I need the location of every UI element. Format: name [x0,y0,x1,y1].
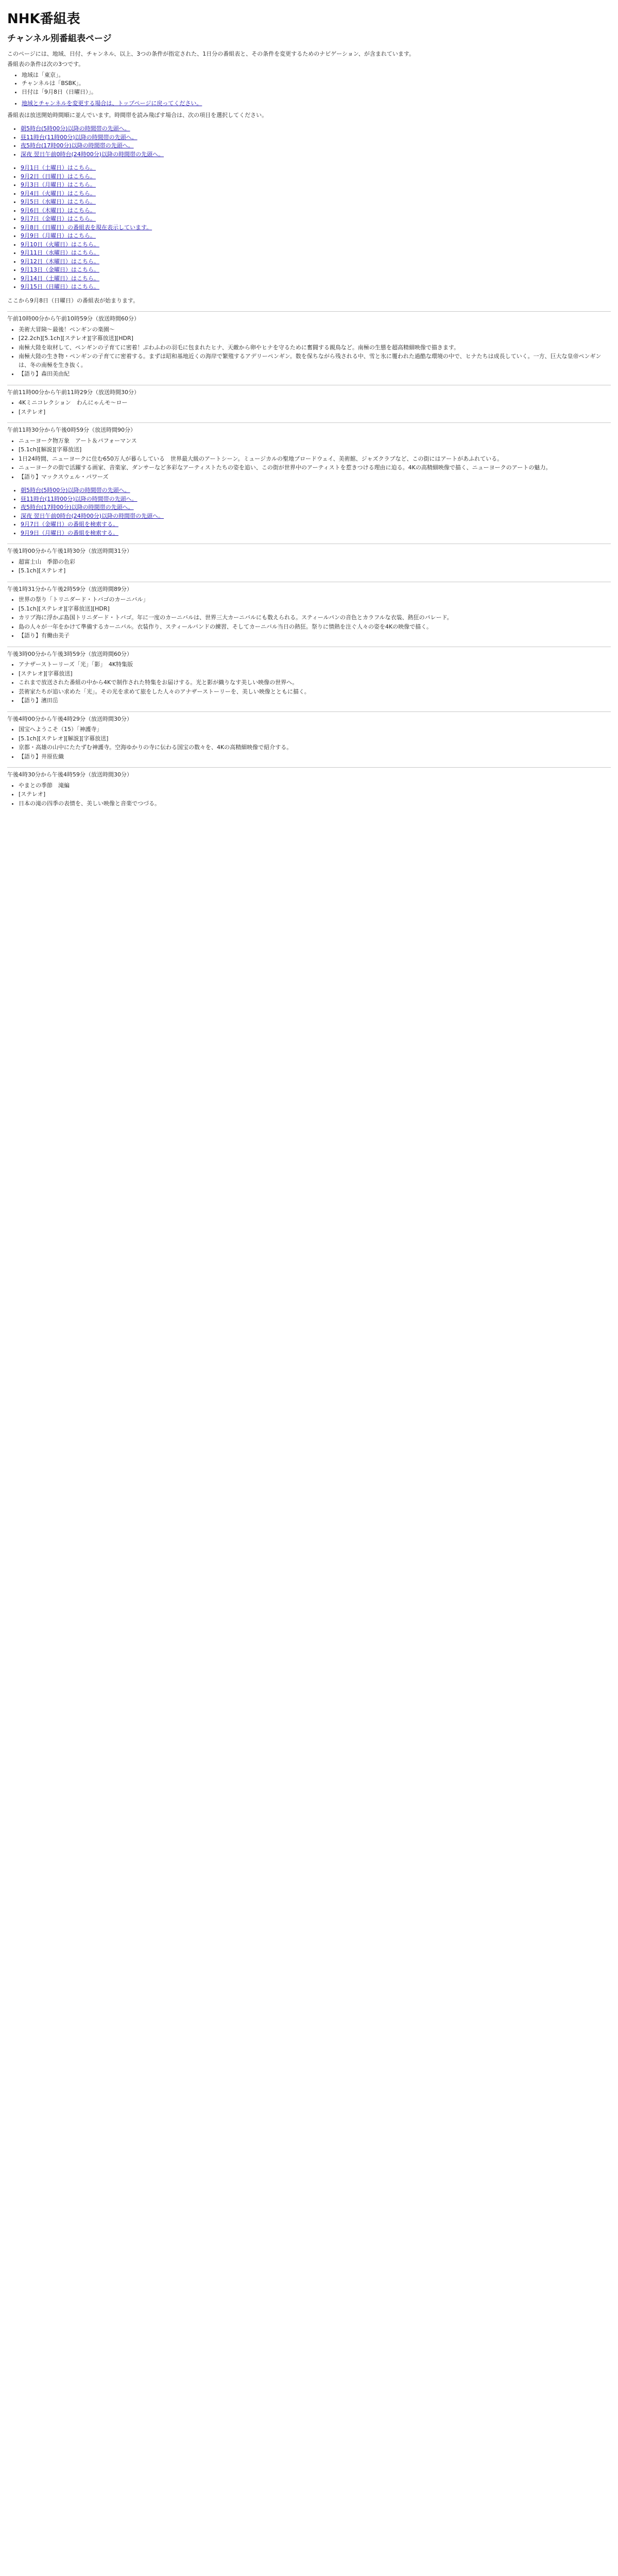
time-nav-item [21,520,611,529]
time-nav-item [21,512,611,521]
day-nav-item [21,283,611,292]
time-nav-morning-link[interactable]: 朝5時台(5時00分)以降の時間帯の先頭へ。 [21,487,130,494]
program-summary: • 1日24時間、ニューヨークに住む650万人が暮らしている 世界最大級のアートシーン。ミュージカルの聖地ブロードウェイ、美術館、ジャズクラブなど、この街にはアートがあふれている。 [19,455,611,464]
day-nav-item [21,266,611,275]
program-details [7,660,611,705]
day-nav-item [21,164,611,173]
program-summary: • 南極大陸を取材して、ペンギンの子育てに密着！ぷわふわの羽毛に包まれたヒナ、天敵から卵やヒナを守るために奮闘する親鳥など。南極の生態を超高精細映像で描きます。 [19,344,611,352]
time-nav-item [21,150,611,159]
time-nav-noon-link[interactable]: 昼11時台(11時00分)以降の時間帯の先頭へ。 [21,133,138,141]
program-tags: • [ステレオ] [19,408,611,417]
day-link-0912[interactable]: 9月12日（木曜日）はこちら。 [21,258,99,265]
day-link-0911[interactable]: 9月11日（水曜日）はこちら。 [21,249,99,256]
program-title: • ニューヨーク物万象 アート＆パフォーマンス [19,437,611,446]
program-title: • 世界の祭り「トリニダード・トバゴのカーニバル」 [19,596,611,604]
day-link-0903[interactable]: 9月3日（月曜日）はこちら。 [21,181,96,188]
program-title: • 国宝へようこそ（15）「神護寺」 [19,725,611,734]
program-details [7,437,611,482]
day-nav-item [21,190,611,198]
day-link-0915[interactable]: 9月15日（日曜日）はこちら。 [21,283,99,290]
time-nav-item [21,125,611,133]
day-nav-item [21,224,611,232]
program-tags: • [5.1ch][ステレオ][解説][字幕放送] [19,735,611,743]
day-link-0905[interactable]: 9月5日（水曜日）はこちら。 [21,198,96,205]
program-description: • ニューヨークの街で活躍する画家、音楽家、ダンサーなど多彩なアーティストたちの姿を追い、この街が世界中のアーティストを惹きつける理由に迫る。4Kの高精細映像で描く、ニューヨークのアートの魅力。 [19,464,611,472]
program-time: 午前11時30分から午後0時59分（放送時間90分） [7,427,136,433]
divider [7,311,611,312]
program-title: • やまとの季節 滝編 [19,782,611,790]
program-time: 午後1時00分から午後1時30分（放送時間31分） [7,548,132,554]
program-summary: • 日本の滝の四季の表情を、美しい映像と音楽でつづる。 [19,800,611,808]
time-nav-item [21,142,611,150]
change-channel-list [7,99,611,108]
top-page-link[interactable]: 地域とチャンネルを変更する場合は、トップページに戻ってください。 [22,100,202,107]
program-title: • アナザーストーリーズ「光」「影」 4K特集版 [19,660,611,669]
program-description: • 南極大陸の生き物・ペンギンの子育てに密着する。まずは昭和基地近くの海岸で繁殖するアデリーペンギン。数を保ちながら残される中、雪と氷に覆われた過酷な環境の中で、ヒナたちは成長していく。一方、巨大な皇帝ペンギンは、冬の南極を生き抜く。 [19,352,611,369]
day-nav-item [21,173,611,181]
day-nav-item [21,215,611,224]
program-time: 午後1時31分から午後2時59分（放送時間89分） [7,585,132,592]
day-nav-item [21,241,611,249]
condition-region: • 地域は「東京」。 [22,71,611,80]
program-time: 午後4時00分から午後4時29分（放送時間30分） [7,715,132,722]
time-nav-midnight-link[interactable]: 深夜 翌日午前0時台(24時00分)以降の時間帯の先頭へ。 [21,150,164,158]
program-tags: • [ステレオ] [19,790,611,799]
divider [7,711,611,712]
time-nav-midnight-link[interactable]: 深夜 翌日午前0時台(24時00分)以降の時間帯の先頭へ。 [21,512,164,519]
time-nav-item [21,495,611,504]
day-nav-item [21,275,611,283]
program-details [7,399,611,416]
day-nav-item [21,181,611,190]
program-credits: • 【語り】森田美由紀 [19,370,611,379]
program-tags: • [22.2ch][5.1ch][ステレオ][字幕放送][HDR] [19,334,611,343]
day-nav-item [21,232,611,241]
time-nav-note: 番組表は放送開始時間順に並んでいます。時間帯を読み飛ばす場合は、次の項目を選択してください。 [7,111,268,118]
day-link-0901[interactable]: 9月1日（土曜日）はこちら。 [21,164,96,171]
change-channel-item [22,99,611,108]
page-subtitle: チャンネル別番組表ページ [7,33,112,44]
time-nav-noon-link[interactable]: 昼11時台(11時00分)以降の時間帯の先頭へ。 [21,495,138,502]
program-summary: • これまで放送された番組の中から4Kで制作された特集をお届けする。光と影が織りなす美しい映像の世界へ。 [19,679,611,687]
day-link-0909[interactable]: 9月9日（月曜日）はこちら。 [21,232,96,239]
program-tags: • [5.1ch][ステレオ] [19,567,611,575]
conditions-list [7,71,611,97]
time-nav-item [21,486,611,495]
time-nav-morning-link[interactable]: 朝5時台(5時00分)以降の時間帯の先頭へ。 [21,125,130,132]
site-title: NHK番組表 [7,11,80,27]
program-time: 午後4時30分から午後4時59分（放送時間30分） [7,771,132,778]
day-nav [7,164,611,292]
program-credits: • 【語り】井原佐織 [19,753,611,761]
time-nav-item [21,503,611,512]
prev-day-search-link[interactable]: 9月7日（金曜日）の番組を検索する。 [21,521,118,528]
day-nav-item [21,198,611,207]
program-credits: • 【語り】マックスウェル・パワーズ [19,473,611,482]
program-tags: • [ステレオ][字幕放送] [19,670,611,679]
day-link-0907[interactable]: 9月7日（金曜日）はこちら。 [21,215,96,222]
day-link-0902[interactable]: 9月2日（日曜日）はこちら。 [21,173,96,180]
day-link-0913[interactable]: 9月13日（金曜日）はこちら。 [21,266,99,273]
day-nav-item [21,207,611,215]
program-details [7,782,611,808]
program-title: • 4Kミニコレクション わんにゃんモ〜ロー [19,399,611,408]
program-description: • 島の人々が一年をかけて準備するカーニバル。衣装作り、スティールバンドの練習、そしてカーニバル当日の熱狂。祭りに情熱を注ぐ人々の姿を4Kの映像で描く。 [19,623,611,632]
program-description: • 芸術家たちが追い求めた「光」。その光を求めて旅をした人々のアナザーストーリーを、美しい映像とともに描く。 [19,688,611,697]
next-day-search-link[interactable]: 9月9日（月曜日）の番組を検索する。 [21,529,118,536]
program-details [7,725,611,761]
time-nav [7,125,611,159]
program-details [7,326,611,379]
program-credits: • 【語り】濱田岳 [19,697,611,705]
time-nav-item [21,529,611,538]
time-nav-evening-link[interactable]: 夜5時台(17時00分)以降の時間帯の先頭へ。 [21,504,134,511]
program-credits: • 【語り】有働由美子 [19,632,611,640]
divider [7,422,611,423]
day-link-0906[interactable]: 9月6日（木曜日）はこちら。 [21,207,96,214]
program-summary: • 京都・高雄の山中にたたずむ神護寺。空海ゆかりの寺に伝わる国宝の数々を、4Kの高精細映像で紹介する。 [19,743,611,752]
program-time: 午後3時00分から午後3時59分（放送時間60分） [7,650,132,657]
condition-date: • 日付は「9月8日（日曜日）」。 [22,88,611,97]
program-title: • 超富士山 季節の色彩 [19,558,611,567]
program-time: 午前11時00分から午前11時29分（放送時間30分） [7,388,140,396]
program-details [7,596,611,640]
program-time: 午前10時00分から午前10時59分（放送時間60分） [7,315,140,322]
day-link-0910[interactable]: 9月10日（火曜日）はこちら。 [21,241,99,248]
program-tags: • [5.1ch][解説][字幕放送] [19,446,611,454]
day-nav-item [21,249,611,258]
page-description: このページには、地域、日付、チャンネル、以上、3つの条件が指定された、1日分の番組表と、その条件を変更するためのナビゲーション、が含まれています。 [7,50,415,57]
time-nav-secondary [7,486,611,537]
divider [7,767,611,768]
day-link-0914[interactable]: 9月14日（土曜日）はこちら。 [21,275,99,282]
condition-channel: • チャンネルは「BSBK」。 [22,79,611,88]
conditions-heading: 番組表の条件は次の3つです。 [7,61,84,67]
program-summary: • カリブ海に浮かぶ島国トリニダード・トバゴ。年に一度のカーニバルは、世界三大カーニバルにも数えられる。スティールパンの音色とカラフルな衣装、熱狂のパレード。 [19,614,611,622]
schedule-intro: ここから9月8日（日曜日）の番組表が始まります。 [7,297,139,304]
time-nav-item [21,133,611,142]
program-title: • 美術大冒険〜最後！ペンギンの楽園〜 [19,326,611,334]
program-tags: • [5.1ch][ステレオ][字幕放送][HDR] [19,605,611,614]
page [0,0,618,808]
day-link-0904[interactable]: 9月4日（火曜日）はこちら。 [21,190,96,197]
program-details [7,558,611,575]
day-nav-item [21,258,611,266]
day-link-0908-current[interactable]: 9月8日（日曜日）の番組表を現在表示しています。 [21,224,152,231]
time-nav-evening-link[interactable]: 夜5時台(17時00分)以降の時間帯の先頭へ。 [21,142,134,149]
